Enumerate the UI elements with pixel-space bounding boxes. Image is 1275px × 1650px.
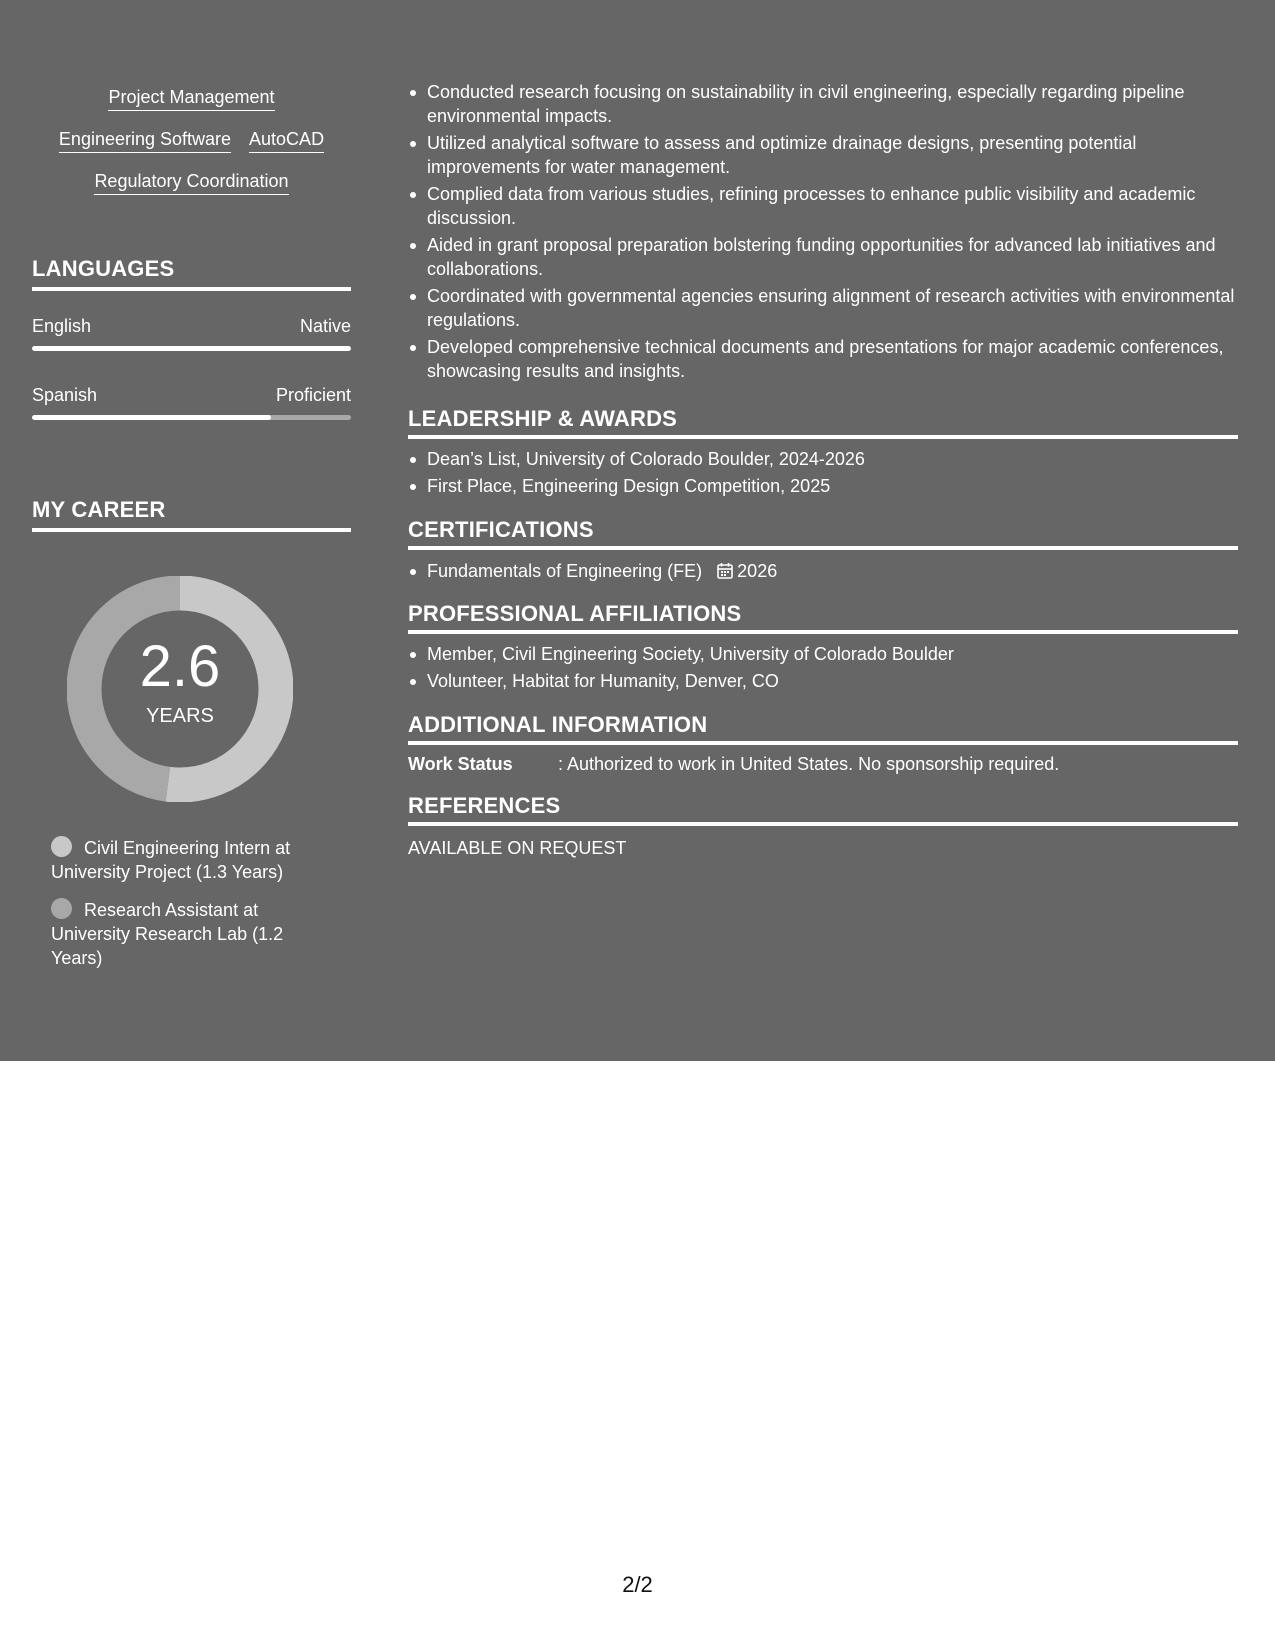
language-english	[32, 315, 351, 351]
certification-date	[717, 561, 777, 581]
certification-item	[408, 559, 1238, 583]
experience-bullet: Utilized analytical software to assess and optimize drainage designs, presenting potential improvements for water management.	[408, 131, 1238, 179]
skill-chip-regulatory-coordination[interactable]: Regulatory Coordination	[94, 170, 288, 195]
career-legend-item	[51, 898, 316, 970]
language-proficiency-fill	[32, 415, 271, 420]
legend-dot-icon	[51, 836, 72, 857]
skill-row	[32, 86, 351, 111]
certifications-list	[408, 559, 1238, 586]
skill-row	[32, 128, 351, 153]
languages-heading: LANGUAGES	[32, 256, 351, 291]
language-level: Proficient	[275, 385, 351, 405]
language-name: English	[32, 316, 92, 336]
calendar-icon	[717, 562, 733, 579]
work-status-value: : Authorized to work in United States. No sponsorship required.	[558, 754, 1060, 774]
skill-row	[32, 170, 351, 195]
certification-name: Fundamentals of Engineering (FE)	[427, 561, 703, 581]
skill-chips	[32, 86, 351, 212]
references-text: AVAILABLE ON REQUEST	[408, 838, 627, 858]
award-item: First Place, Engineering Design Competition, 2025	[408, 474, 1238, 498]
affiliation-item: Member, Civil Engineering Society, University of Colorado Boulder	[408, 642, 1238, 666]
affiliations-heading: PROFESSIONAL AFFILIATIONS	[408, 601, 1238, 634]
additional-info-heading: ADDITIONAL INFORMATION	[408, 712, 1238, 745]
experience-bullet: Coordinated with governmental agencies ensuring alignment of research activities with environmental regulations.	[408, 284, 1238, 332]
career-heading: MY CAREER	[32, 497, 351, 532]
career-total-unit: YEARS	[146, 705, 214, 727]
award-item: Dean’s List, University of Colorado Boulder, 2024-2026	[408, 447, 1238, 471]
career-total-years: 2.6	[139, 634, 221, 699]
career-donut-chart	[67, 576, 293, 802]
affiliation-item: Volunteer, Habitat for Humanity, Denver, CO	[408, 669, 1238, 693]
experience-bullets	[408, 80, 1238, 386]
work-status-label: Work Status	[408, 754, 513, 774]
work-status-row	[408, 752, 1238, 776]
page-number: 2/2	[622, 1572, 653, 1597]
experience-bullet: Aided in grant proposal preparation bolstering funding opportunities for advanced lab initiatives and collaborations.	[408, 233, 1238, 281]
certification-year: 2026	[737, 561, 778, 581]
skill-chip-engineering-software[interactable]: Engineering Software	[59, 128, 231, 153]
language-proficiency-bar	[32, 415, 351, 420]
career-legend-label: Research Assistant at University Research Lab (1.2 Years)	[51, 900, 284, 968]
experience-bullet: Developed comprehensive technical documents and presentations for major academic conferences, showcasing results and insights.	[408, 335, 1238, 383]
references-heading: REFERENCES	[408, 793, 1238, 826]
legend-dot-icon	[51, 898, 72, 919]
leadership-list	[408, 447, 1238, 501]
career-legend-item	[51, 836, 316, 884]
affiliations-list	[408, 642, 1238, 696]
language-level: Native	[299, 316, 351, 336]
experience-bullet: Complied data from various studies, refining processes to enhance public visibility and academic discussion.	[408, 182, 1238, 230]
leadership-heading: LEADERSHIP & AWARDS	[408, 406, 1238, 439]
language-proficiency-fill	[32, 346, 351, 351]
language-proficiency-bar	[32, 346, 351, 351]
skill-chip-project-management[interactable]: Project Management	[108, 86, 274, 111]
language-name: Spanish	[32, 385, 98, 405]
certifications-heading: CERTIFICATIONS	[408, 517, 1238, 550]
experience-bullet: Conducted research focusing on sustainability in civil engineering, especially regarding pipeline environmental impacts.	[408, 80, 1238, 128]
skill-chip-autocad[interactable]: AutoCAD	[249, 128, 324, 153]
career-legend-label: Civil Engineering Intern at University Project (1.3 Years)	[51, 838, 291, 882]
language-spanish	[32, 384, 351, 420]
